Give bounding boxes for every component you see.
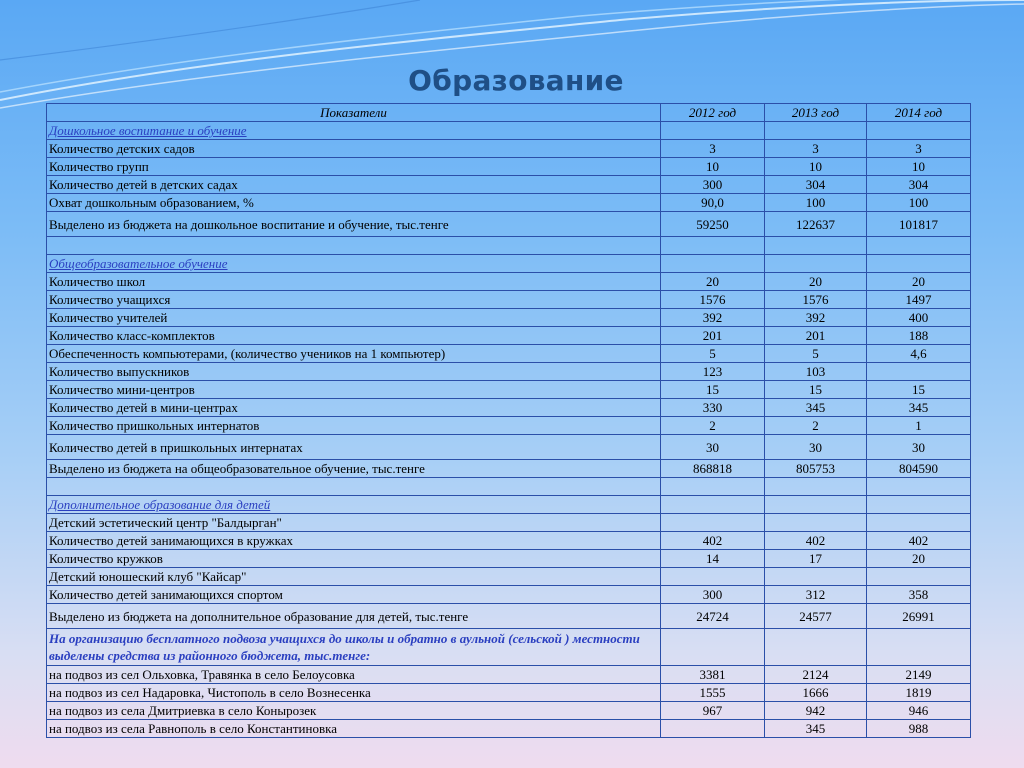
row-label <box>47 237 661 255</box>
row-label: на подвоз из сел Ольховка, Травянка в село Белоусовка <box>47 666 661 684</box>
education-table <box>46 103 971 738</box>
row-label: Дополнительное образование для детей <box>47 496 661 514</box>
cell-2014 <box>867 363 971 381</box>
row-label: Количество детей занимающихся спортом <box>47 586 661 604</box>
cell-2012: 1555 <box>661 684 765 702</box>
table-row <box>47 363 971 381</box>
cell-2013: 15 <box>765 381 867 399</box>
cell-2014 <box>867 255 971 273</box>
cell-2013 <box>765 629 867 666</box>
cell-2013: 1666 <box>765 684 867 702</box>
page-title: Образование <box>408 64 624 97</box>
cell-2014: 188 <box>867 327 971 345</box>
table-row <box>47 381 971 399</box>
cell-2012: 300 <box>661 176 765 194</box>
row-label: Общеобразовательное обучение <box>47 255 661 273</box>
cell-2014: 402 <box>867 532 971 550</box>
cell-2013: 312 <box>765 586 867 604</box>
cell-2012: 330 <box>661 399 765 417</box>
cell-2013: 402 <box>765 532 867 550</box>
cell-2012: 300 <box>661 586 765 604</box>
header-indicators: Показатели <box>47 104 661 122</box>
row-label: Выделено из бюджета на общеобразовательное обучение, тыс.тенге <box>47 460 661 478</box>
cell-2014: 2149 <box>867 666 971 684</box>
cell-2014: 20 <box>867 273 971 291</box>
cell-2014: 1819 <box>867 684 971 702</box>
cell-2014 <box>867 237 971 255</box>
cell-2012 <box>661 629 765 666</box>
row-label: на подвоз из сел Надаровка, Чистополь в село Вознесенка <box>47 684 661 702</box>
cell-2013: 100 <box>765 194 867 212</box>
cell-2013 <box>765 237 867 255</box>
row-label: Детский эстетический центр "Балдырган" <box>47 514 661 532</box>
row-label: Количество школ <box>47 273 661 291</box>
cell-2014: 400 <box>867 309 971 327</box>
cell-2012: 3 <box>661 140 765 158</box>
cell-2014 <box>867 568 971 586</box>
cell-2013: 30 <box>765 435 867 460</box>
cell-2014 <box>867 122 971 140</box>
row-label: Количество детских садов <box>47 140 661 158</box>
cell-2014: 345 <box>867 399 971 417</box>
cell-2014: 1497 <box>867 291 971 309</box>
cell-2013: 20 <box>765 273 867 291</box>
row-label: Количество детей в пришкольных интернатах <box>47 435 661 460</box>
cell-2014: 304 <box>867 176 971 194</box>
cell-2012: 402 <box>661 532 765 550</box>
row-label: Детский юношеский клуб "Кайсар" <box>47 568 661 586</box>
row-label: Количество класс-комплектов <box>47 327 661 345</box>
table-row <box>47 720 971 738</box>
cell-2012: 59250 <box>661 212 765 237</box>
cell-2013: 805753 <box>765 460 867 478</box>
table-row <box>47 460 971 478</box>
cell-2012 <box>661 237 765 255</box>
table-row <box>47 478 971 496</box>
cell-2014: 804590 <box>867 460 971 478</box>
cell-2014: 101817 <box>867 212 971 237</box>
cell-2012: 392 <box>661 309 765 327</box>
row-label: Количество выпускников <box>47 363 661 381</box>
table-row <box>47 435 971 460</box>
cell-2013: 942 <box>765 702 867 720</box>
table-row <box>47 273 971 291</box>
table-row <box>47 514 971 532</box>
table-row <box>47 568 971 586</box>
cell-2014: 20 <box>867 550 971 568</box>
cell-2014: 3 <box>867 140 971 158</box>
cell-2013: 304 <box>765 176 867 194</box>
row-label: Дошкольное воспитание и обучение <box>47 122 661 140</box>
cell-2012 <box>661 255 765 273</box>
cell-2012 <box>661 478 765 496</box>
table-row <box>47 140 971 158</box>
header-2013: 2013 год <box>765 104 867 122</box>
cell-2014 <box>867 496 971 514</box>
table-row <box>47 417 971 435</box>
cell-2013 <box>765 568 867 586</box>
row-label: Количество детей в мини-центрах <box>47 399 661 417</box>
cell-2013: 345 <box>765 720 867 738</box>
cell-2012: 5 <box>661 345 765 363</box>
row-label: На организацию бесплатного подвоза учащихся до школы и обратно в аульной (сельской ) местности выделены средства из районного бюджета, тыс.тенге: <box>47 629 661 666</box>
table-row <box>47 586 971 604</box>
row-label: Количество учащихся <box>47 291 661 309</box>
row-label: Охват дошкольным образованием, % <box>47 194 661 212</box>
row-label: Количество детей занимающихся в кружках <box>47 532 661 550</box>
cell-2013: 103 <box>765 363 867 381</box>
cell-2012 <box>661 122 765 140</box>
cell-2013: 201 <box>765 327 867 345</box>
table-row <box>47 212 971 237</box>
cell-2012: 201 <box>661 327 765 345</box>
row-label: Количество пришкольных интернатов <box>47 417 661 435</box>
cell-2012: 14 <box>661 550 765 568</box>
cell-2012: 868818 <box>661 460 765 478</box>
cell-2014 <box>867 478 971 496</box>
cell-2014: 100 <box>867 194 971 212</box>
cell-2014: 988 <box>867 720 971 738</box>
cell-2012: 3381 <box>661 666 765 684</box>
row-label: Количество учителей <box>47 309 661 327</box>
table-row <box>47 684 971 702</box>
cell-2013: 17 <box>765 550 867 568</box>
cell-2014: 30 <box>867 435 971 460</box>
table-row <box>47 327 971 345</box>
section-header-row <box>47 122 971 140</box>
row-label: Обеспеченность компьютерами, (количество учеников на 1 компьютер) <box>47 345 661 363</box>
cell-2012: 15 <box>661 381 765 399</box>
table-row <box>47 399 971 417</box>
cell-2013: 10 <box>765 158 867 176</box>
cell-2014: 15 <box>867 381 971 399</box>
cell-2014 <box>867 514 971 532</box>
cell-2014 <box>867 629 971 666</box>
row-label <box>47 478 661 496</box>
cell-2012 <box>661 568 765 586</box>
cell-2012: 24724 <box>661 604 765 629</box>
table-row <box>47 158 971 176</box>
section-header-row <box>47 496 971 514</box>
cell-2012 <box>661 496 765 514</box>
table-row <box>47 309 971 327</box>
cell-2012: 30 <box>661 435 765 460</box>
table-row <box>47 237 971 255</box>
table-body <box>47 122 971 738</box>
table-row <box>47 666 971 684</box>
row-label: Количество мини-центров <box>47 381 661 399</box>
cell-2013 <box>765 496 867 514</box>
table-row <box>47 194 971 212</box>
cell-2012: 123 <box>661 363 765 381</box>
cell-2013: 2124 <box>765 666 867 684</box>
cell-2013: 122637 <box>765 212 867 237</box>
cell-2013: 5 <box>765 345 867 363</box>
cell-2014: 946 <box>867 702 971 720</box>
cell-2012 <box>661 720 765 738</box>
cell-2013 <box>765 478 867 496</box>
table-header-row <box>47 104 971 122</box>
section-header-row <box>47 255 971 273</box>
cell-2012: 10 <box>661 158 765 176</box>
cell-2012: 2 <box>661 417 765 435</box>
row-label: на подвоз из села Равнополь в село Константиновка <box>47 720 661 738</box>
cell-2013: 1576 <box>765 291 867 309</box>
table-row <box>47 604 971 629</box>
cell-2012: 1576 <box>661 291 765 309</box>
table-row <box>47 291 971 309</box>
cell-2013: 392 <box>765 309 867 327</box>
table-row <box>47 550 971 568</box>
cell-2013 <box>765 122 867 140</box>
row-label: Выделено из бюджета на дополнительное образование для детей, тыс.тенге <box>47 604 661 629</box>
cell-2013: 24577 <box>765 604 867 629</box>
row-label: Количество групп <box>47 158 661 176</box>
cell-2014: 358 <box>867 586 971 604</box>
note-row <box>47 629 971 666</box>
header-2012: 2012 год <box>661 104 765 122</box>
cell-2013: 3 <box>765 140 867 158</box>
table-row <box>47 532 971 550</box>
decorative-waves <box>0 0 1024 120</box>
row-label: Выделено из бюджета на дошкольное воспитание и обучение, тыс.тенге <box>47 212 661 237</box>
table-row <box>47 702 971 720</box>
header-2014: 2014 год <box>867 104 971 122</box>
cell-2013 <box>765 255 867 273</box>
cell-2012: 90,0 <box>661 194 765 212</box>
cell-2013 <box>765 514 867 532</box>
row-label: Количество детей в детских садах <box>47 176 661 194</box>
cell-2012: 20 <box>661 273 765 291</box>
cell-2014: 1 <box>867 417 971 435</box>
cell-2014: 26991 <box>867 604 971 629</box>
row-label: Количество кружков <box>47 550 661 568</box>
cell-2014: 10 <box>867 158 971 176</box>
table-row <box>47 345 971 363</box>
cell-2013: 2 <box>765 417 867 435</box>
cell-2013: 345 <box>765 399 867 417</box>
cell-2014: 4,6 <box>867 345 971 363</box>
cell-2012 <box>661 514 765 532</box>
row-label: на подвоз из села Дмитриевка в село Конырозек <box>47 702 661 720</box>
cell-2012: 967 <box>661 702 765 720</box>
table-row <box>47 176 971 194</box>
